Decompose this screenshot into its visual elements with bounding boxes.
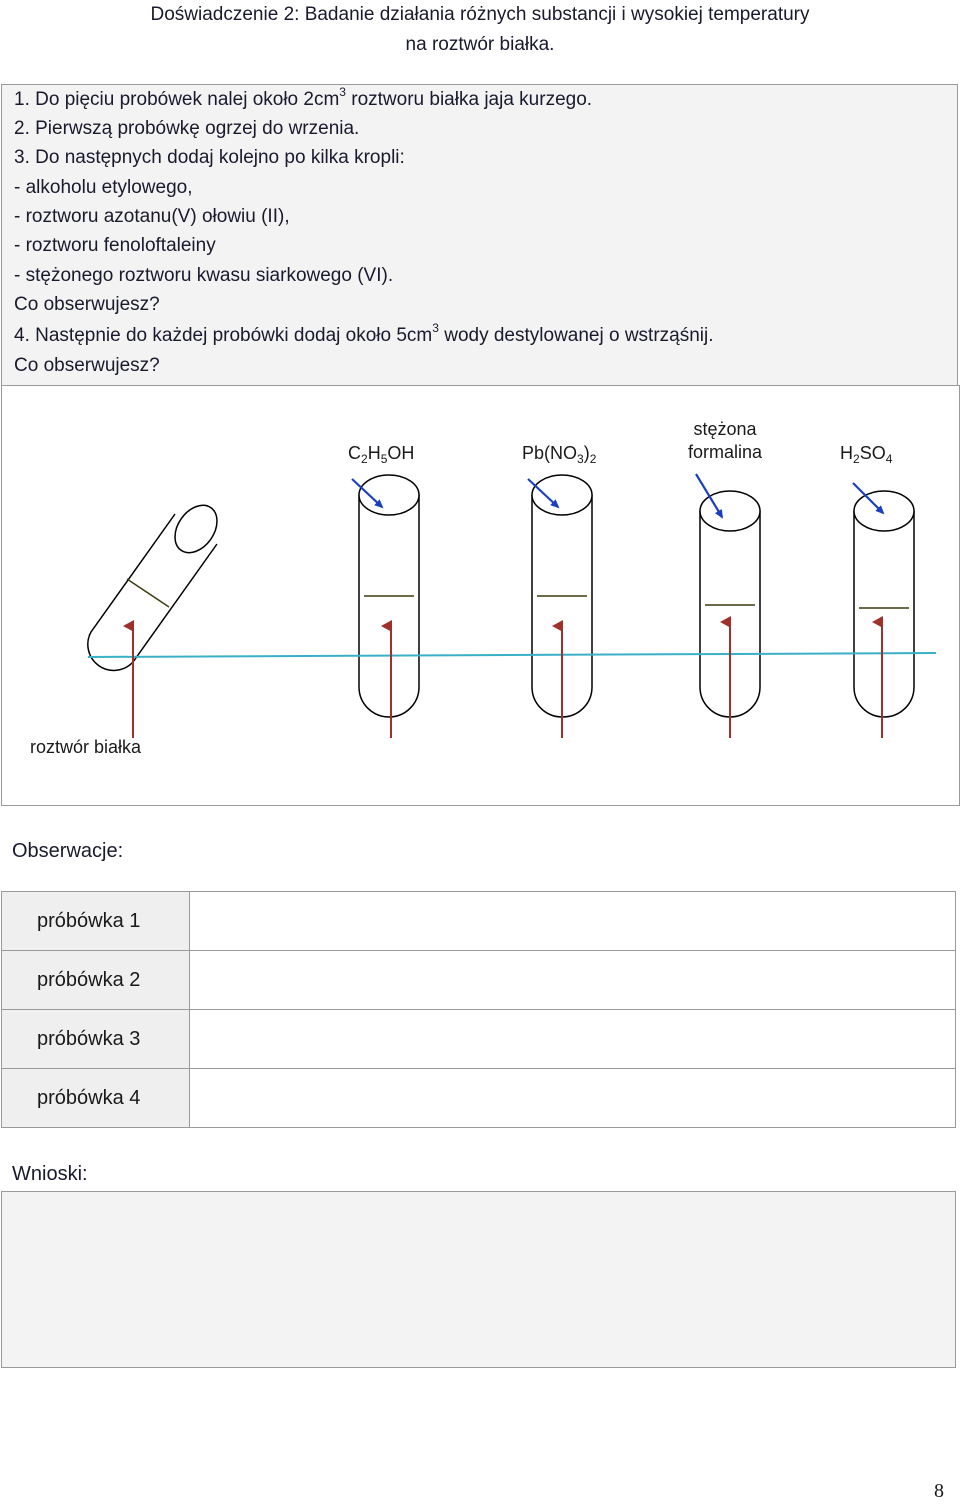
- reagent-ethanol-label: $C_2H_5OH$: [348, 443, 415, 466]
- instruction-step-4: 4. Następnie do każdej probówki dodaj około $5cm^3$ wody destylowanej o wstrząśnij.: [14, 321, 714, 346]
- tilted-test-tube: [88, 497, 226, 670]
- instruction-bullet-3: - roztworu fenoloftaleiny: [14, 235, 216, 256]
- liquid-level-1: [127, 579, 169, 607]
- test-tube-5: [854, 491, 914, 717]
- title-line-2: na roztwór białka.: [405, 34, 555, 55]
- observation-cell[interactable]: [190, 951, 956, 1010]
- observation-cell[interactable]: [190, 1010, 956, 1069]
- instruction-step-2: 2. Pierwszą probówkę ogrzej do wrzenia.: [14, 118, 360, 139]
- conclusions-field[interactable]: [1, 1191, 956, 1368]
- diagram-drawing: [2, 386, 959, 805]
- instruction-step-3: 3. Do następnych dodaj kolejno po kilka kropli:: [14, 147, 405, 168]
- page-title: [0, 0, 960, 60]
- observations-label: Obserwacje:: [12, 840, 124, 862]
- row-label: próbówka 2: [2, 951, 190, 1010]
- observation-cell[interactable]: [190, 1069, 956, 1128]
- instruction-bullet-2: - roztworu azotanu(V) ołowiu (II),: [14, 206, 290, 227]
- instruction-question-2: Co obserwujesz?: [14, 355, 160, 376]
- test-tube-2: [359, 475, 419, 717]
- row-label: próbówka 3: [2, 1010, 190, 1069]
- page-number: 8: [934, 1480, 944, 1502]
- reagent-sulfuric-acid-label: $H_2SO_4$: [840, 443, 893, 466]
- instructions-box: [1, 84, 958, 386]
- observations-table: [1, 891, 956, 1128]
- table-row: [2, 1069, 956, 1128]
- reagent-lead-nitrate-label: $Pb(NO_3)_2$: [522, 443, 597, 466]
- table-row: [2, 1010, 956, 1069]
- instruction-bullet-4: - stężonego roztworu kwasu siarkowego (VI).: [14, 265, 394, 286]
- instruction-question-1: Co obserwujesz?: [14, 294, 160, 315]
- table-row: [2, 892, 956, 951]
- row-label: próbówka 1: [2, 892, 190, 951]
- row-label: próbówka 4: [2, 1069, 190, 1128]
- title-line-1: Doświadczenie 2: Badanie działania różnych substancji i wysokiej temperatury: [150, 4, 810, 25]
- test-tubes-diagram: [1, 385, 960, 806]
- table-row: [2, 951, 956, 1010]
- conclusions-label: Wnioski:: [12, 1163, 88, 1185]
- diagram-caption: roztwór białka: [30, 737, 142, 757]
- instruction-bullet-1: - alkoholu etylowego,: [14, 177, 193, 198]
- instruction-step-1: 1. Do pięciu probówek nalej około $2cm^3$ roztworu białka jaja kurzego.: [14, 85, 593, 110]
- observation-cell[interactable]: [190, 892, 956, 951]
- surface-line: [88, 653, 936, 657]
- reagent-formalin-label: stężona formalina: [687, 419, 763, 462]
